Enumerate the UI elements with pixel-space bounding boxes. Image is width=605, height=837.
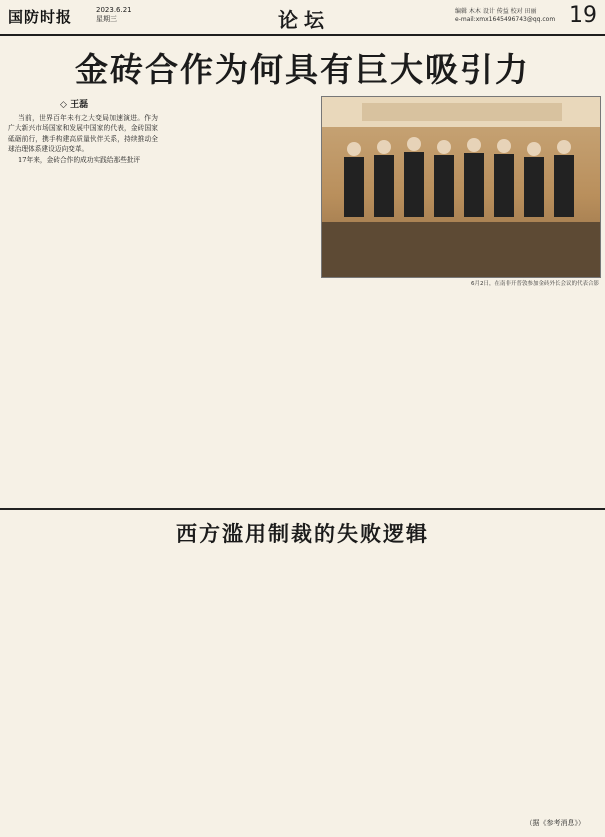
article-source: （据《参考消息》） [525,819,585,827]
section-divider [0,508,605,510]
issue-date: 2023.6.21 [96,6,132,14]
paragraph: 当前，世界百年未有之大变局加速演进。作为广大新兴市场国家和发展中国家的代表，金砖国家砥砺前行，携手构建高质量伙伴关系，持续推动全球治理体系建设迈向变革。 [8,114,158,154]
article-title: 金砖合作为何具有巨大吸引力 [75,50,530,89]
editor-credits [455,8,555,24]
article-title-2: 西方滥用制裁的失败逻辑 [176,522,429,546]
masthead [0,0,605,36]
article-column-1 [8,113,158,503]
news-photo [321,96,601,278]
author-name: 王磊 [70,100,89,110]
article-byline: ◇ 王磊 [60,100,89,110]
issue-weekday: 星期三 [96,15,117,23]
paragraph: 17年来，金砖合作的成功实践给那些批评 [18,155,141,164]
page-number: 19 [569,3,597,28]
photo-caption: 6月2日，在南非开普敦参加金砖外长会议的代表合影 [470,281,599,287]
editor-names: 编辑 木木 设计 传益 校对 田丽 [455,8,537,15]
section-title: 论坛 [278,8,330,32]
group-photo-illustration [322,97,600,277]
editor-email: e-mail:xmx1645496743@qq.com [455,16,556,23]
newspaper-logo: 国防时报 [8,8,73,26]
issue-info [96,6,132,24]
